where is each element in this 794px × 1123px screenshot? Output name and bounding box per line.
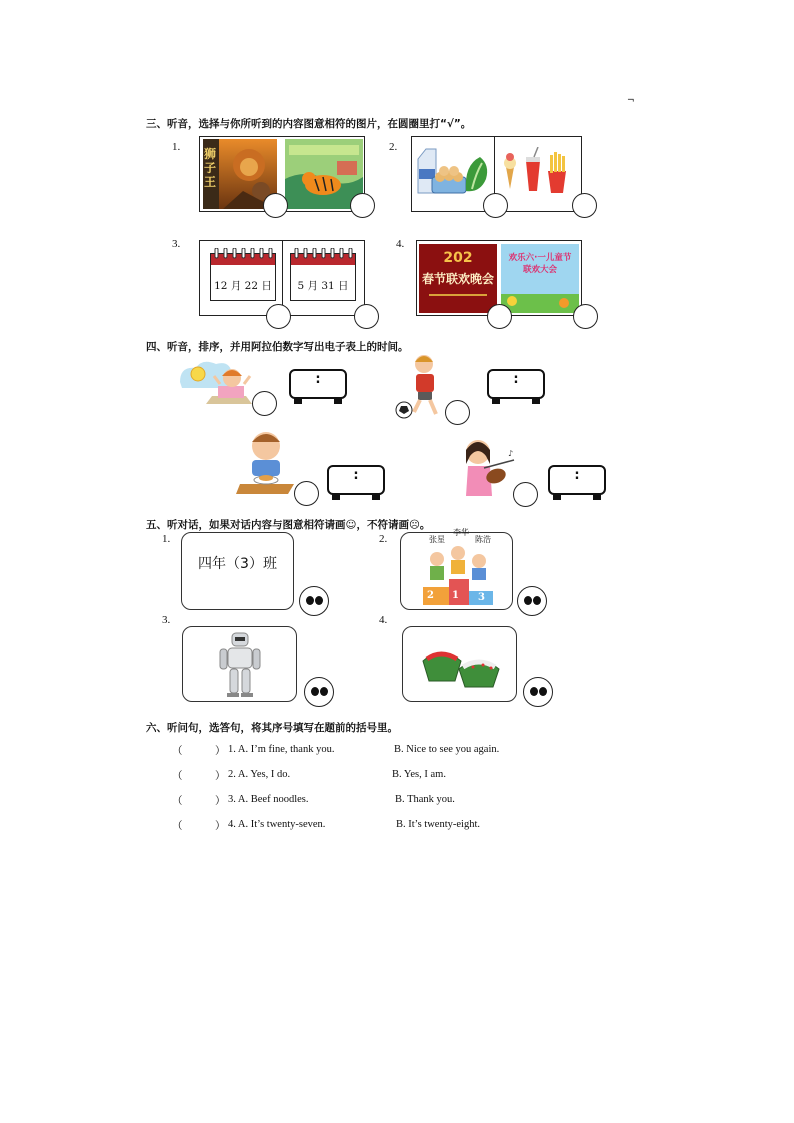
s4-clock-4[interactable] — [548, 465, 608, 501]
s4-pic3-circle[interactable] — [294, 481, 319, 506]
s3-item4-circle-a[interactable] — [487, 304, 512, 329]
s5-item2-face[interactable] — [517, 586, 547, 616]
childrens-day-poster — [501, 244, 579, 313]
s6-row-1-option-a: 1. A. I’m fine, thank you. — [228, 744, 335, 755]
s4-clock-1[interactable] — [289, 369, 349, 405]
s3-label-4: 4. — [396, 238, 405, 250]
s4-pic4-circle[interactable] — [513, 482, 538, 507]
svg-text:♪: ♪ — [508, 449, 514, 458]
s4-clock-4-colon: : — [574, 468, 580, 483]
s5-item3-box — [182, 626, 297, 702]
calendar-1-date: 12 月 22 日 — [214, 280, 272, 292]
podium-num-2: 2 — [427, 590, 434, 601]
podium-name-middle: 李华 — [453, 528, 469, 537]
s6-row-1-paren-close: ） — [215, 746, 226, 757]
s3-item2-circle-a[interactable] — [483, 193, 508, 218]
podium-name-left: 张星 — [429, 535, 445, 544]
spring-festival-gala-poster — [419, 244, 497, 313]
class-sign-text: 四年（3）班 — [198, 556, 277, 572]
section-5-title: 五、听对话，如果对话内容与图意相符请画☺，不符请画☹。 — [146, 519, 431, 531]
s6-row-3-option-b: B. Thank you. — [395, 794, 455, 805]
s4-pic2-circle[interactable] — [445, 400, 470, 425]
gala-line — [429, 294, 487, 296]
corner-mark: ¬ — [627, 96, 635, 106]
s5-item1-box — [181, 532, 294, 610]
s5-label-4: 4. — [379, 614, 388, 626]
s5-label-1: 1. — [162, 533, 171, 545]
s6-row-2-paren-close: ） — [215, 771, 226, 782]
s3-item1-circle-a[interactable] — [263, 193, 288, 218]
s6-row-1-option-b: B. Nice to see you again. — [394, 744, 500, 755]
zongzi-image — [421, 641, 503, 689]
s3-item3-circle-b[interactable] — [354, 304, 379, 329]
gala-title: 春节联欢晚会 — [421, 272, 494, 286]
s5-label-3: 3. — [162, 614, 171, 626]
s6-row-3-option-a: 3. A. Beef noodles. — [228, 794, 309, 805]
s4-clock-1-colon: : — [315, 372, 321, 387]
section-3-title: 三、听音，选择与你所听到的内容图意相符的图片，在圆圈里打“√”。 — [146, 118, 472, 130]
boy-eating-breakfast-image — [236, 428, 296, 500]
s6-row-3-paren-close: ） — [215, 796, 226, 807]
gala-year: 202 — [443, 250, 473, 266]
calendar-2 — [290, 253, 356, 301]
s4-pic1-circle[interactable] — [252, 391, 277, 416]
s6-row-2-option-b: B. Yes, I am. — [392, 769, 446, 780]
calendar-2-rings — [293, 248, 355, 260]
lion-king-title: 狮子王 — [204, 147, 217, 189]
s3-item2-circle-b[interactable] — [572, 193, 597, 218]
s3-item3-circle-a[interactable] — [266, 304, 291, 329]
s6-row-4-paren-open[interactable]: （ — [172, 821, 183, 832]
s5-item1-face[interactable] — [299, 586, 329, 616]
s5-item4-face[interactable] — [523, 677, 553, 707]
milk-eggs-vegetable-image — [414, 145, 492, 205]
podium-num-3: 3 — [478, 592, 485, 603]
calendar-1-rings — [213, 248, 275, 260]
calendar-1 — [210, 253, 276, 301]
s3-label-1: 1. — [172, 141, 181, 153]
podium-num-1: 1 — [452, 590, 459, 601]
section-6-title: 六、听问句，选答句，将其序号填写在题前的括号里。 — [146, 722, 398, 734]
s6-row-2-option-a: 2. A. Yes, I do. — [228, 769, 291, 780]
icecream-cola-fries-image — [500, 147, 578, 203]
s3-item4-circle-b[interactable] — [573, 304, 598, 329]
s6-row-4-paren-close: ） — [215, 821, 226, 832]
s5-item2-box — [400, 528, 513, 610]
s6-row-3-paren-open[interactable]: （ — [172, 796, 183, 807]
s4-clock-2[interactable] — [487, 369, 547, 405]
girl-playing-violin-image — [456, 436, 520, 504]
s6-row-1-paren-open[interactable]: （ — [172, 746, 183, 757]
s3-item1-circle-b[interactable] — [350, 193, 375, 218]
flower-1 — [507, 296, 517, 306]
kids-poster-title: 欢乐六·一儿童节联欢大会 — [508, 253, 572, 275]
calendar-2-date: 5 月 31 日 — [297, 280, 349, 292]
s4-clock-3[interactable] — [327, 465, 387, 501]
girl-waking-up-image — [176, 356, 258, 412]
robot-image — [217, 631, 263, 699]
s6-row-4-option-b: B. It’s twenty-eight. — [396, 819, 480, 830]
podium-name-right: 陈浩 — [475, 535, 491, 544]
s3-label-3: 3. — [172, 238, 181, 250]
s5-label-2: 2. — [379, 533, 388, 545]
s5-item4-box — [402, 626, 517, 702]
s3-label-2: 2. — [389, 141, 398, 153]
s6-row-2-paren-open[interactable]: （ — [172, 771, 183, 782]
flower-2 — [559, 298, 569, 308]
s5-item3-face[interactable] — [304, 677, 334, 707]
s4-clock-2-colon: : — [513, 372, 519, 387]
s6-row-4-option-a: 4. A. It’s twenty-seven. — [228, 819, 326, 830]
s4-clock-3-colon: : — [353, 468, 359, 483]
section-4-title: 四、听音，排序，并用阿拉伯数字写出电子表上的时间。 — [146, 341, 409, 353]
